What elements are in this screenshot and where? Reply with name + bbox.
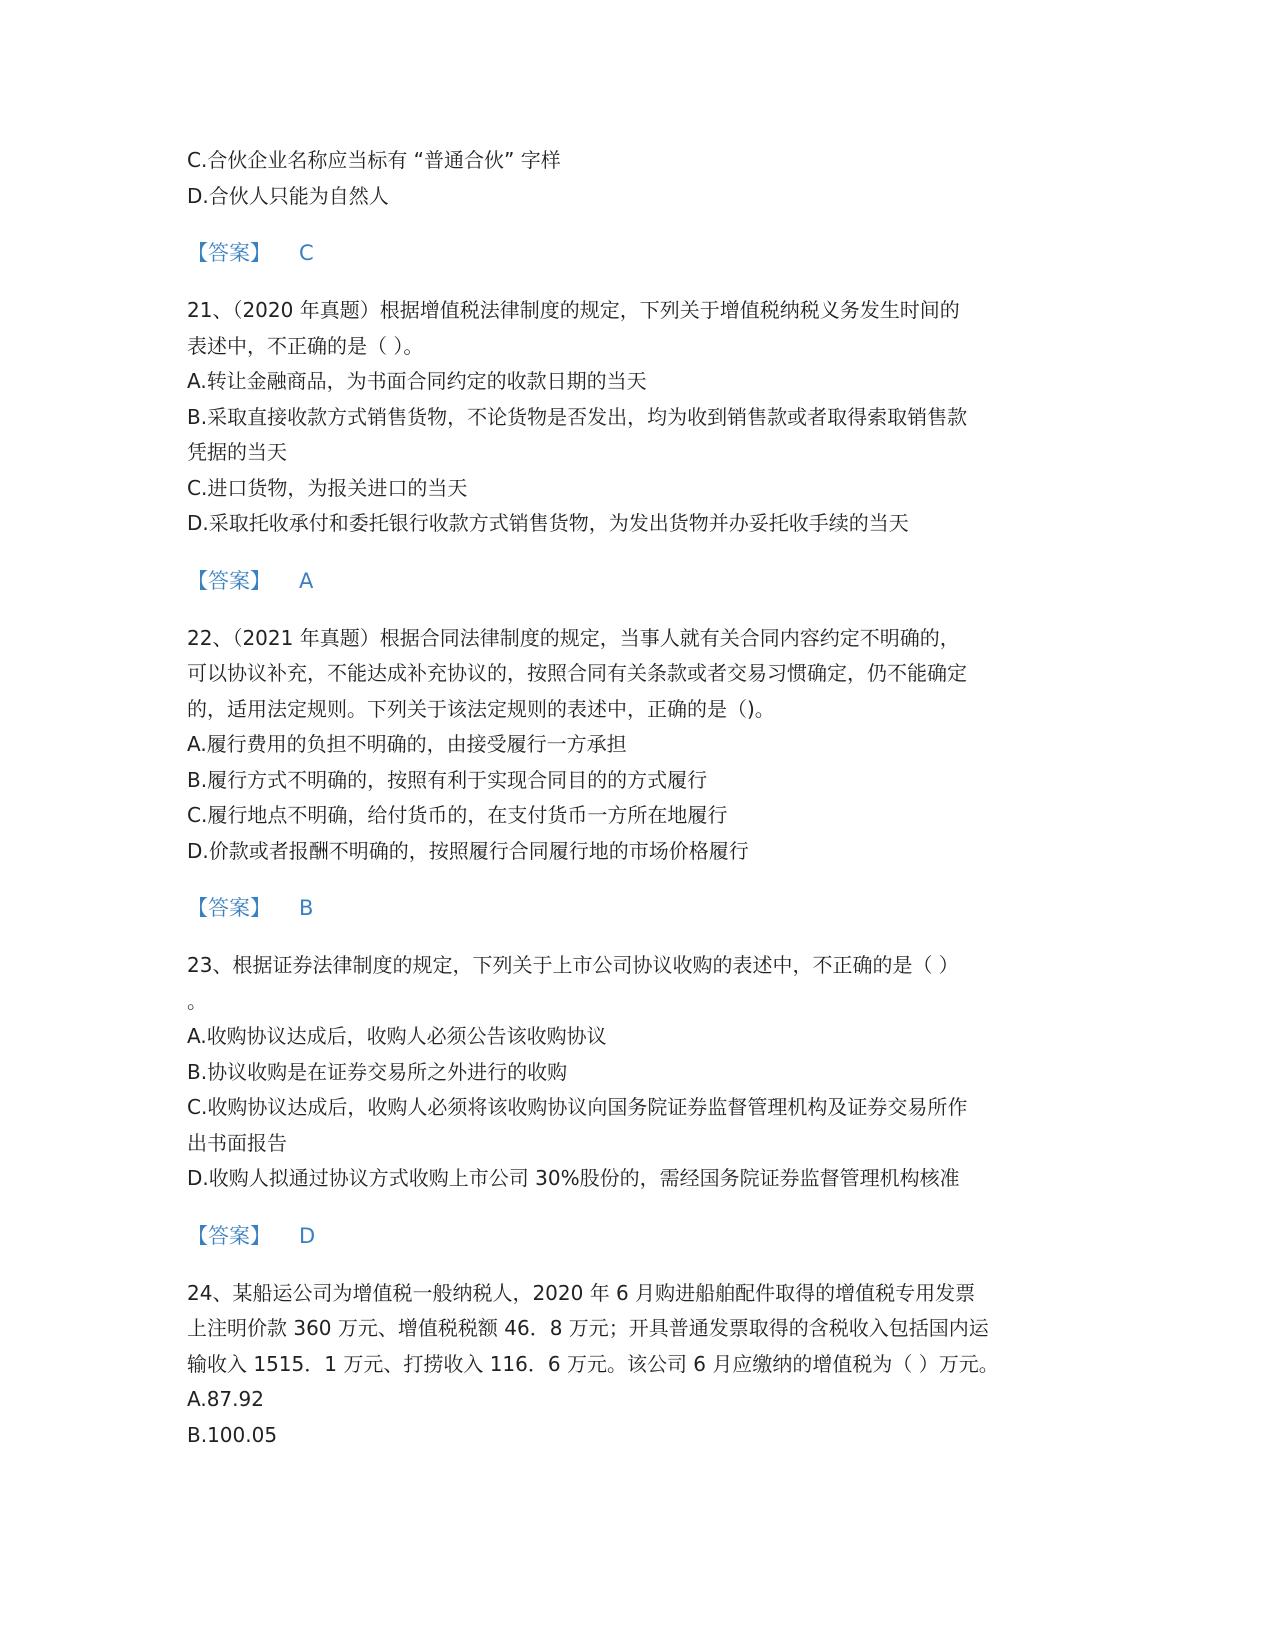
question-block [187, 143, 1087, 271]
answer-label: 【答案】 [187, 568, 271, 593]
question-stem-line: 的，适用法定规则。下列关于该法定规则的表述中，正确的是（)。 [187, 696, 775, 721]
option-line: D.价款或者报酬不明确的，按照履行合同履行地的市场价格履行 [187, 838, 749, 863]
question-stem-line: 上注明价款 360 万元、增值税税额 46．8 万元；开具普通发票取得的含税收入包括国内运 [187, 1316, 989, 1340]
option-line: D.合伙人只能为自然人 [187, 183, 389, 208]
option-line: B.采取直接收款方式销售货物，不论货物是否发出，均为收到销售款或者取得索取销售款 [187, 404, 968, 429]
option-line: 出书面报告 [187, 1130, 287, 1155]
option-line: A.履行费用的负担不明确的，由接受履行一方承担 [187, 732, 627, 756]
option-line: C.履行地点不明确，给付货币的，在支付货币一方所在地履行 [187, 803, 728, 827]
question-stem-line: 表述中，不正确的是（ ）。 [187, 333, 424, 358]
answer-line [187, 564, 1087, 599]
option-line: D.采取托收承付和委托银行收款方式销售货物，为发出货物并办妥托收手续的当天 [187, 511, 909, 535]
question-stem-line: 24、某船运公司为增值税一般纳税人，2020 年 6 月购进船舶配件取得的增值税专用发票 [187, 1280, 976, 1305]
option-line: C.进口货物，为报关进口的当天 [187, 475, 468, 500]
option-line: A.87.92 [187, 1387, 264, 1411]
option-line: A.收购协议达成后，收购人必须公告该收购协议 [187, 1024, 607, 1048]
answer-label: 【答案】 [187, 1223, 271, 1248]
option-line: C.收购协议达成后，收购人必须将该收购协议向国务院证券监督管理机构及证券交易所作 [187, 1095, 968, 1119]
question-block [187, 948, 1087, 1254]
answer-line [187, 891, 1087, 926]
document-page [187, 143, 1087, 1453]
question-stem-line: 22、（2021 年真题）根据合同法律制度的规定，当事人就有关合同内容约定不明确的， [187, 625, 960, 650]
answer-value: C [299, 241, 314, 265]
question-block [187, 1276, 1087, 1454]
answer-line [187, 236, 1087, 271]
option-line: B.履行方式不明确的，按照有利于实现合同目的的方式履行 [187, 767, 708, 792]
question-stem-line: 可以协议补充，不能达成补充协议的，按照合同有关条款或者交易习惯确定，仍不能确定 [187, 661, 967, 685]
answer-value: B [299, 896, 314, 920]
answer-label: 【答案】 [187, 896, 271, 920]
option-line: B.100.05 [187, 1422, 278, 1447]
answer-value: A [299, 568, 314, 593]
option-line: B.协议收购是在证券交易所之外进行的收购 [187, 1059, 568, 1084]
answer-label: 【答案】 [187, 241, 271, 265]
option-line: 凭据的当天 [187, 440, 287, 464]
answer-line [187, 1219, 1087, 1254]
question-stem-line: 。 [187, 988, 207, 1013]
option-line: C.合伙企业名称应当标有 “普通合伙” 字样 [187, 148, 561, 172]
question-block [187, 621, 1087, 927]
answer-value: D [299, 1223, 316, 1248]
question-stem-line: 23、根据证券法律制度的规定，下列关于上市公司协议收购的表述中，不正确的是（ ） [187, 953, 959, 977]
question-block [187, 293, 1087, 599]
question-stem-line: 输收入 1515．1 万元、打捞收入 116．6 万元。该公司 6 月应缴纳的增值税为（ ）万元。 [187, 1351, 999, 1376]
question-stem-line: 21、（2020 年真题）根据增值税法律制度的规定，下列关于增值税纳税义务发生时间的 [187, 298, 960, 322]
option-line: D.收购人拟通过协议方式收购上市公司 30%股份的，需经国务院证券监督管理机构核准 [187, 1166, 960, 1190]
option-line: A.转让金融商品，为书面合同约定的收款日期的当天 [187, 369, 647, 393]
